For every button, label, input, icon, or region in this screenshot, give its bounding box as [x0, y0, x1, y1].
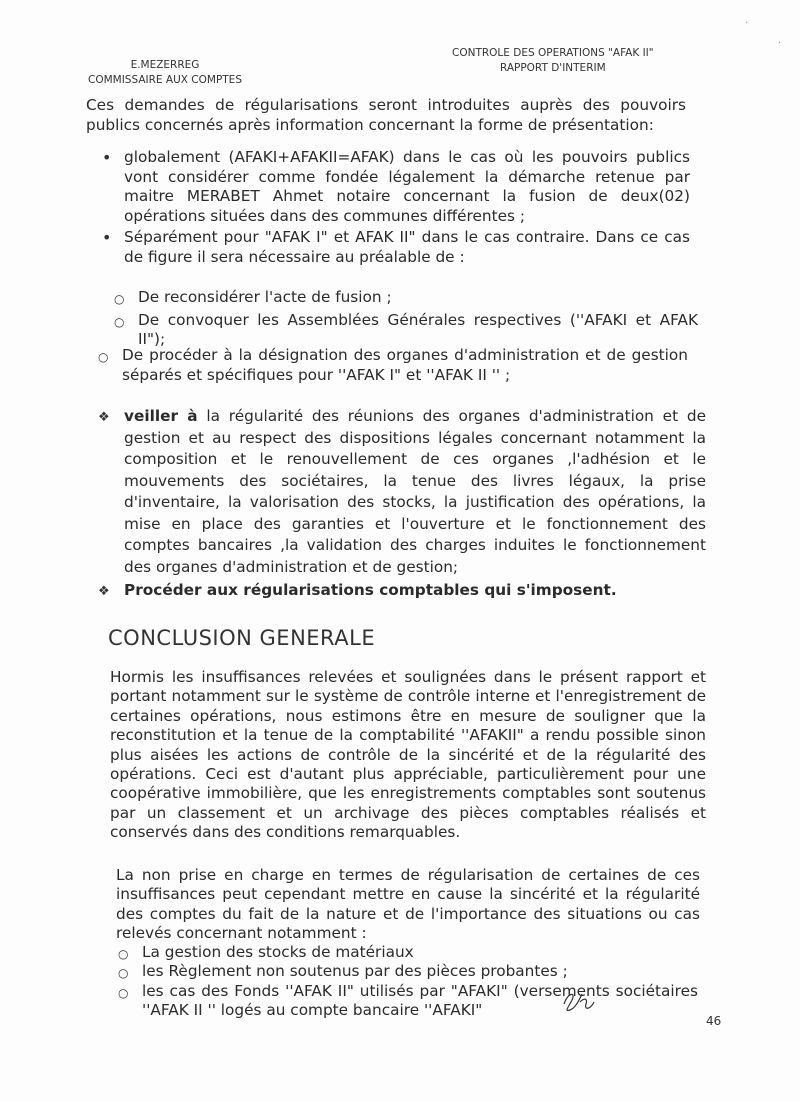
- section-heading: CONCLUSION GENERALE: [108, 626, 376, 650]
- designation-item: [98, 346, 688, 385]
- case-item: [118, 943, 698, 962]
- scan-mark: ·: [745, 18, 749, 29]
- handwritten-initials: [560, 988, 598, 1014]
- action-item: [98, 580, 706, 602]
- header-author: [88, 58, 242, 88]
- sub-option-item: [114, 288, 698, 308]
- option-text: globalement (AFAKI+AFAKII=AFAK) dans le cas où les pouvoirs publics vont considérer comme fondée légalement la démarche retenue par maitre MERABET Ahmet notaire concernant la fusion de deux(02) opérations situées dans des communes différentes ;: [124, 148, 690, 225]
- report-subtitle: RAPPORT D'INTERIM: [499, 62, 606, 74]
- conclusion-paragraph-1: Hormis les insuffisances relevées et soulignées dans le présent rapport et portant notamment sur le système de contrôle interne et l'enregistrement de certaines opérations, nous estimons être en mesure de souligner que la reconstitution et la tenue de la comptabilité ''AFAKII" a rendu possible sinon plus aisées les actions de contrôle de la sincérité et de la régularité des opérations. Ceci est d'autant plus appréciable, particulièrement pour une coopérative immobilière, que les enregistrements comptables sont soutenus par un classement et un archivage des pièces comptables réalisés et conservés dans des conditions remarquables.: [110, 668, 706, 842]
- diamond-bullet-icon: ❖: [98, 410, 110, 425]
- sub-option-text: De convoquer les Assemblées Générales respectives (''AFAKI et AFAK II");: [138, 310, 698, 349]
- page-number: 46: [706, 1014, 722, 1028]
- bullet-circle-icon: ○: [114, 292, 125, 306]
- actions-list: [98, 406, 706, 602]
- report-title: CONTROLE DES OPERATIONS "AFAK II": [452, 47, 654, 59]
- sub-options-list: [114, 288, 698, 350]
- option-item: [102, 228, 690, 267]
- bullet-dot-icon: •: [102, 148, 112, 167]
- author-name: E.MEZERREG: [130, 59, 200, 71]
- bullet-circle-icon: ○: [118, 985, 129, 1000]
- option-item: [102, 148, 690, 226]
- action-text-bold: Procéder aux régularisations comptables qui s'imposent.: [124, 581, 617, 599]
- designation-text: De procéder à la désignation des organes d'administration et de gestion séparés et spécifiques pour ''AFAK I" et ''AFAK II '' ;: [122, 346, 688, 384]
- options-list: [102, 148, 690, 268]
- action-keyword: veiller à: [124, 407, 198, 425]
- header-report: [452, 46, 654, 76]
- bullet-circle-icon: ○: [114, 314, 125, 329]
- author-role: COMMISSAIRE AUX COMPTES: [88, 74, 242, 86]
- option-text: Séparément pour "AFAK I" et AFAK II" dans le cas contraire. Dans ce cas de figure il sera nécessaire au préalable de :: [124, 228, 690, 266]
- case-text: La gestion des stocks de matériaux: [142, 943, 414, 961]
- case-item: [118, 981, 698, 1021]
- action-text: la régularité des réunions des organes d'administration et de gestion et au respect des dispositions légales concernant notamment la composition et le renouvellement de ces organes ,l'adhésion et le mouvements des sociétaires, la tenue des livres légaux, la prise d'inventaire, la valorisation des stocks, la justification des opérations, la mise en place des garanties et l'ouverture et le fonctionnement des comptes bancaires ,la validation des charges induites le fonctionnement des organes d'administration et de gestion;: [124, 407, 706, 576]
- bullet-circle-icon: ○: [98, 350, 109, 364]
- cases-list: [118, 943, 698, 1021]
- conclusion-paragraph-2: La non prise en charge en termes de régularisation de certaines de ces insuffisances peut cependant mettre en cause la sincérité et la régularité des comptes du fait de la nature et de l'importance des situations ou cas relevés concernant notamment :: [116, 866, 700, 943]
- action-item: [98, 406, 706, 578]
- bullet-dot-icon: •: [102, 228, 112, 248]
- bullet-circle-icon: ○: [118, 966, 129, 981]
- case-text: les cas des Fonds ''AFAK II" utilisés par "AFAKI" (versements sociétaires ''AFAK II '' logés au compte bancaire ''AFAKI": [142, 981, 698, 1020]
- diamond-bullet-icon: ❖: [98, 584, 110, 599]
- scan-mark: ·: [778, 38, 782, 49]
- intro-paragraph: Ces demandes de régularisations seront introduites auprès des pouvoirs publics concernés après information concernant la forme de présentation:: [86, 96, 686, 134]
- sub-option-text: De reconsidérer l'acte de fusion ;: [138, 288, 392, 306]
- case-item: [118, 962, 698, 981]
- bullet-circle-icon: ○: [118, 947, 129, 961]
- sub-option-item: [114, 310, 698, 350]
- designation-list: [98, 346, 688, 385]
- case-text: les Règlement non soutenus par des pièces probantes ;: [142, 962, 568, 981]
